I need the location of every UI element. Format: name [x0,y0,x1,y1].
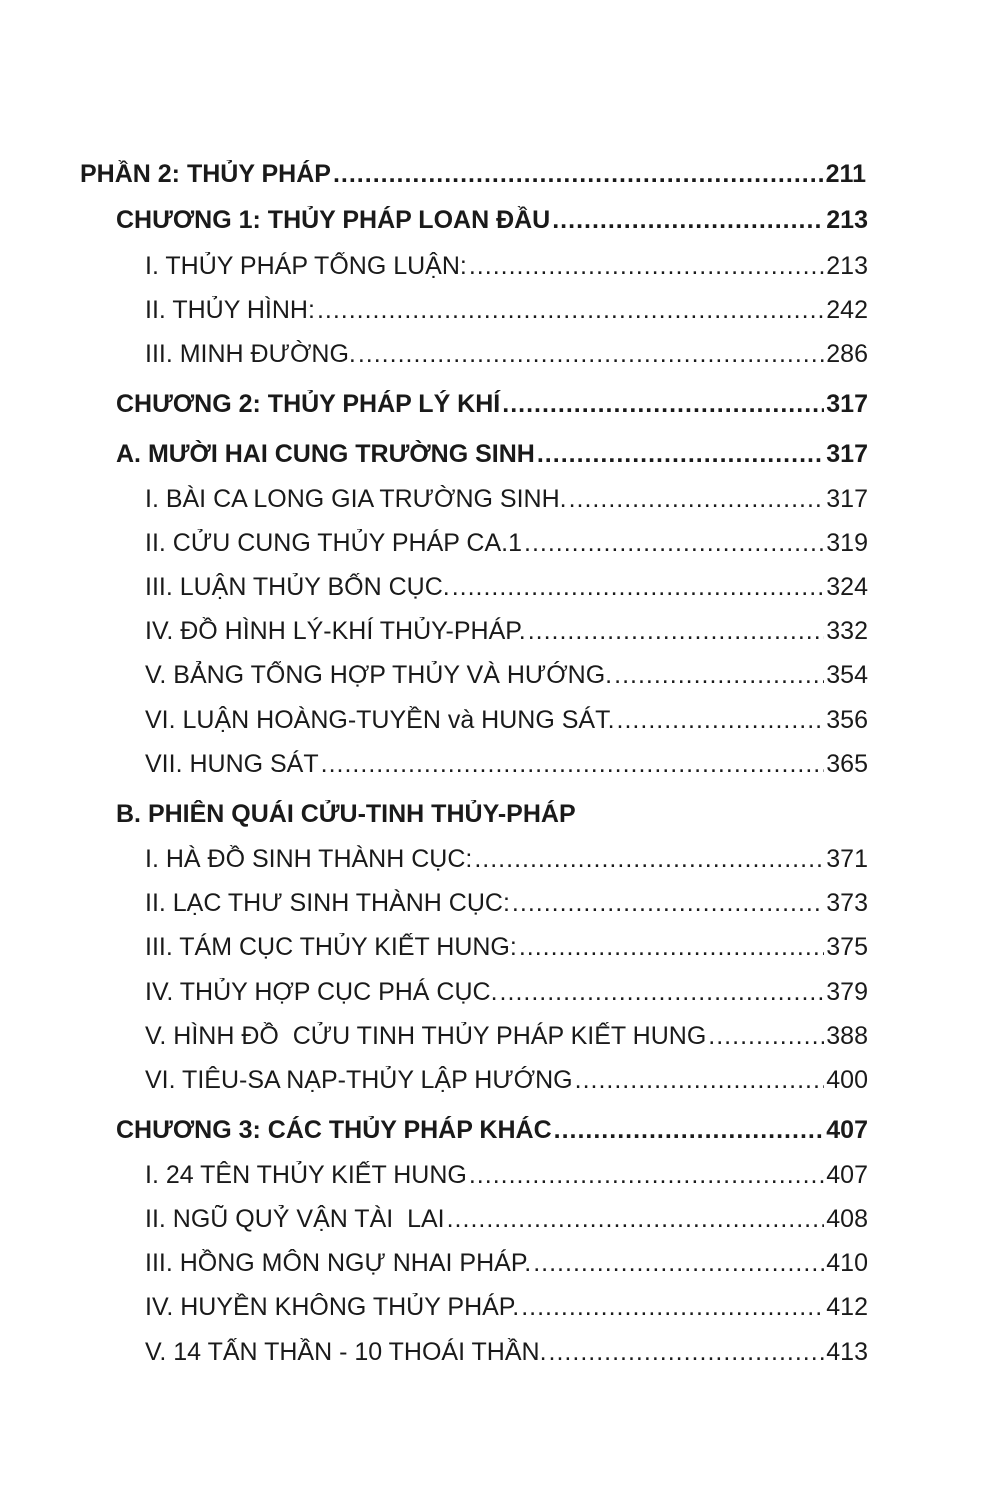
toc-entry-label: A. MƯỜI HAI CUNG TRƯỜNG SINH [116,440,535,468]
toc-page-number: 365 [826,750,868,778]
toc-item [145,1022,868,1051]
toc-item [145,573,868,602]
dot-leader [519,933,824,962]
dot-leader [469,1161,824,1190]
toc-item [145,485,868,514]
toc-item [145,1338,868,1367]
dot-leader [358,340,824,369]
toc-chapter-3 [116,1116,868,1145]
toc-page-number: 356 [826,706,868,734]
toc-page-number: 412 [826,1293,868,1321]
dot-leader [452,573,825,602]
dot-leader [614,661,824,690]
toc-entry-label: III. TÁM CỤC THỦY KIẾT HUNG: [145,933,517,961]
toc-entry-label: I. HÀ ĐỒ SINH THÀNH CỤC: [145,845,473,873]
dot-leader [469,252,824,281]
toc-page-number: 410 [826,1249,868,1277]
toc-page-number: 407 [826,1116,868,1144]
toc-item [145,889,868,918]
toc-item [145,252,868,281]
toc-section-b [116,800,868,829]
toc-page-number: 407 [826,1161,868,1189]
toc-entry-label: III. HỒNG MÔN NGỰ NHAI PHÁP. [145,1249,532,1277]
dot-leader [321,750,825,779]
toc-entry-label: V. 14 TẤN THẦN - 10 THOÁI THẦN. [145,1338,547,1366]
dot-leader [554,1116,825,1145]
toc-page-number: 213 [826,252,868,280]
toc-entry-label: IV. ĐỒ HÌNH LÝ-KHÍ THỦY-PHÁP. [145,617,526,645]
toc-entry-label: VII. HUNG SÁT [145,750,319,778]
dot-leader [549,1338,825,1367]
toc-item [145,1205,868,1234]
toc-page-number: 332 [826,617,868,645]
toc-page-number: 413 [826,1338,868,1366]
toc-entry-label: CHƯƠNG 3: CÁC THỦY PHÁP KHÁC [116,1116,552,1144]
toc-item [145,933,868,962]
toc-page-number: 324 [826,573,868,601]
dot-leader [333,160,824,189]
dot-leader [537,440,824,469]
toc-page-number: 400 [826,1066,868,1094]
dot-leader [528,617,825,646]
toc-page-number: 373 [826,889,868,917]
dot-leader [521,1293,824,1322]
dot-leader [317,296,824,325]
toc-page-number: 354 [826,661,868,689]
toc-item [145,1066,868,1095]
toc-entry-label: IV. HUYỀN KHÔNG THỦY PHÁP. [145,1293,520,1321]
dot-leader [524,529,824,558]
toc-entry-label: IV. THỦY HỢP CỤC PHÁ CỤC. [145,978,498,1006]
dot-leader [569,485,825,514]
toc-page-number: 408 [826,1205,868,1233]
toc-entry-label: III. LUẬN THỦY BỐN CỤC. [145,573,450,601]
toc-entry-label: CHƯƠNG 2: THỦY PHÁP LÝ KHÍ [116,390,501,418]
toc-entry-label: II. NGŨ QUỶ VẬN TÀI LAI [145,1205,445,1233]
dot-leader [500,978,825,1007]
toc-page-number: 317 [826,390,868,418]
toc-page-number: 317 [826,485,868,513]
toc-entry-label: II. CỬU CUNG THỦY PHÁP CA.1 [145,529,522,557]
toc-entry-label: II. LẠC THƯ SINH THÀNH CỤC: [145,889,510,917]
toc-page-number: 388 [826,1022,868,1050]
toc-part-2 [80,160,866,189]
toc-item [145,529,868,558]
toc-item [145,1161,868,1190]
toc-page-number: 213 [826,206,868,234]
toc-entry-label: V. HÌNH ĐỒ CỬU TINH THỦY PHÁP KIẾT HUNG [145,1022,707,1050]
toc-entry-label: I. THỦY PHÁP TỔNG LUẬN: [145,252,467,280]
toc-entry-label: VI. TIÊU-SA NẠP-THỦY LẬP HƯỚNG [145,1066,573,1094]
toc-item [145,617,868,646]
toc-item [145,296,868,325]
toc-item [145,978,868,1007]
toc-entry-label: I. BÀI CA LONG GIA TRƯỜNG SINH. [145,485,567,513]
dot-leader [502,390,824,419]
dot-leader [552,206,824,235]
dot-leader [533,1249,824,1278]
toc-entry-label: VI. LUẬN HOÀNG-TUYỀN và HUNG SÁT. [145,706,615,734]
toc-entry-label: B. PHIÊN QUÁI CỬU-TINH THỦY-PHÁP [116,800,576,828]
toc-page-number: 317 [826,440,868,468]
toc-page-number: 375 [826,933,868,961]
toc-entry-label: PHẦN 2: THỦY PHÁP [80,160,331,188]
toc-page-number: 371 [826,845,868,873]
toc-page-number: 211 [825,160,866,188]
toc-page-number: 286 [826,340,868,368]
toc-section-a [116,440,868,469]
toc-chapter-2 [116,390,868,419]
dot-leader [474,845,824,874]
toc-page-number: 379 [826,978,868,1006]
toc-item [145,1293,868,1322]
toc-item [145,750,868,779]
toc-item [145,706,868,735]
toc-item [145,661,868,690]
toc-item [145,1249,868,1278]
toc-entry-label: I. 24 TÊN THỦY KIẾT HUNG [145,1161,467,1189]
toc-entry-label: II. THỦY HÌNH: [145,296,315,324]
toc-chapter-1 [116,206,868,235]
toc-entry-label: III. MINH ĐƯỜNG. [145,340,356,368]
toc-entry-label: V. BẢNG TỔNG HỢP THỦY VÀ HƯỚNG. [145,661,613,689]
dot-leader [447,1205,825,1234]
dot-leader [512,889,824,918]
dot-leader [575,1066,825,1095]
toc-page-number: 242 [826,296,868,324]
toc-item [145,845,868,874]
dot-leader [708,1022,824,1051]
dot-leader [617,706,825,735]
toc-entry-label: CHƯƠNG 1: THỦY PHÁP LOAN ĐẦU [116,206,551,234]
toc-page-number: 319 [826,529,868,557]
toc-item [145,340,868,369]
